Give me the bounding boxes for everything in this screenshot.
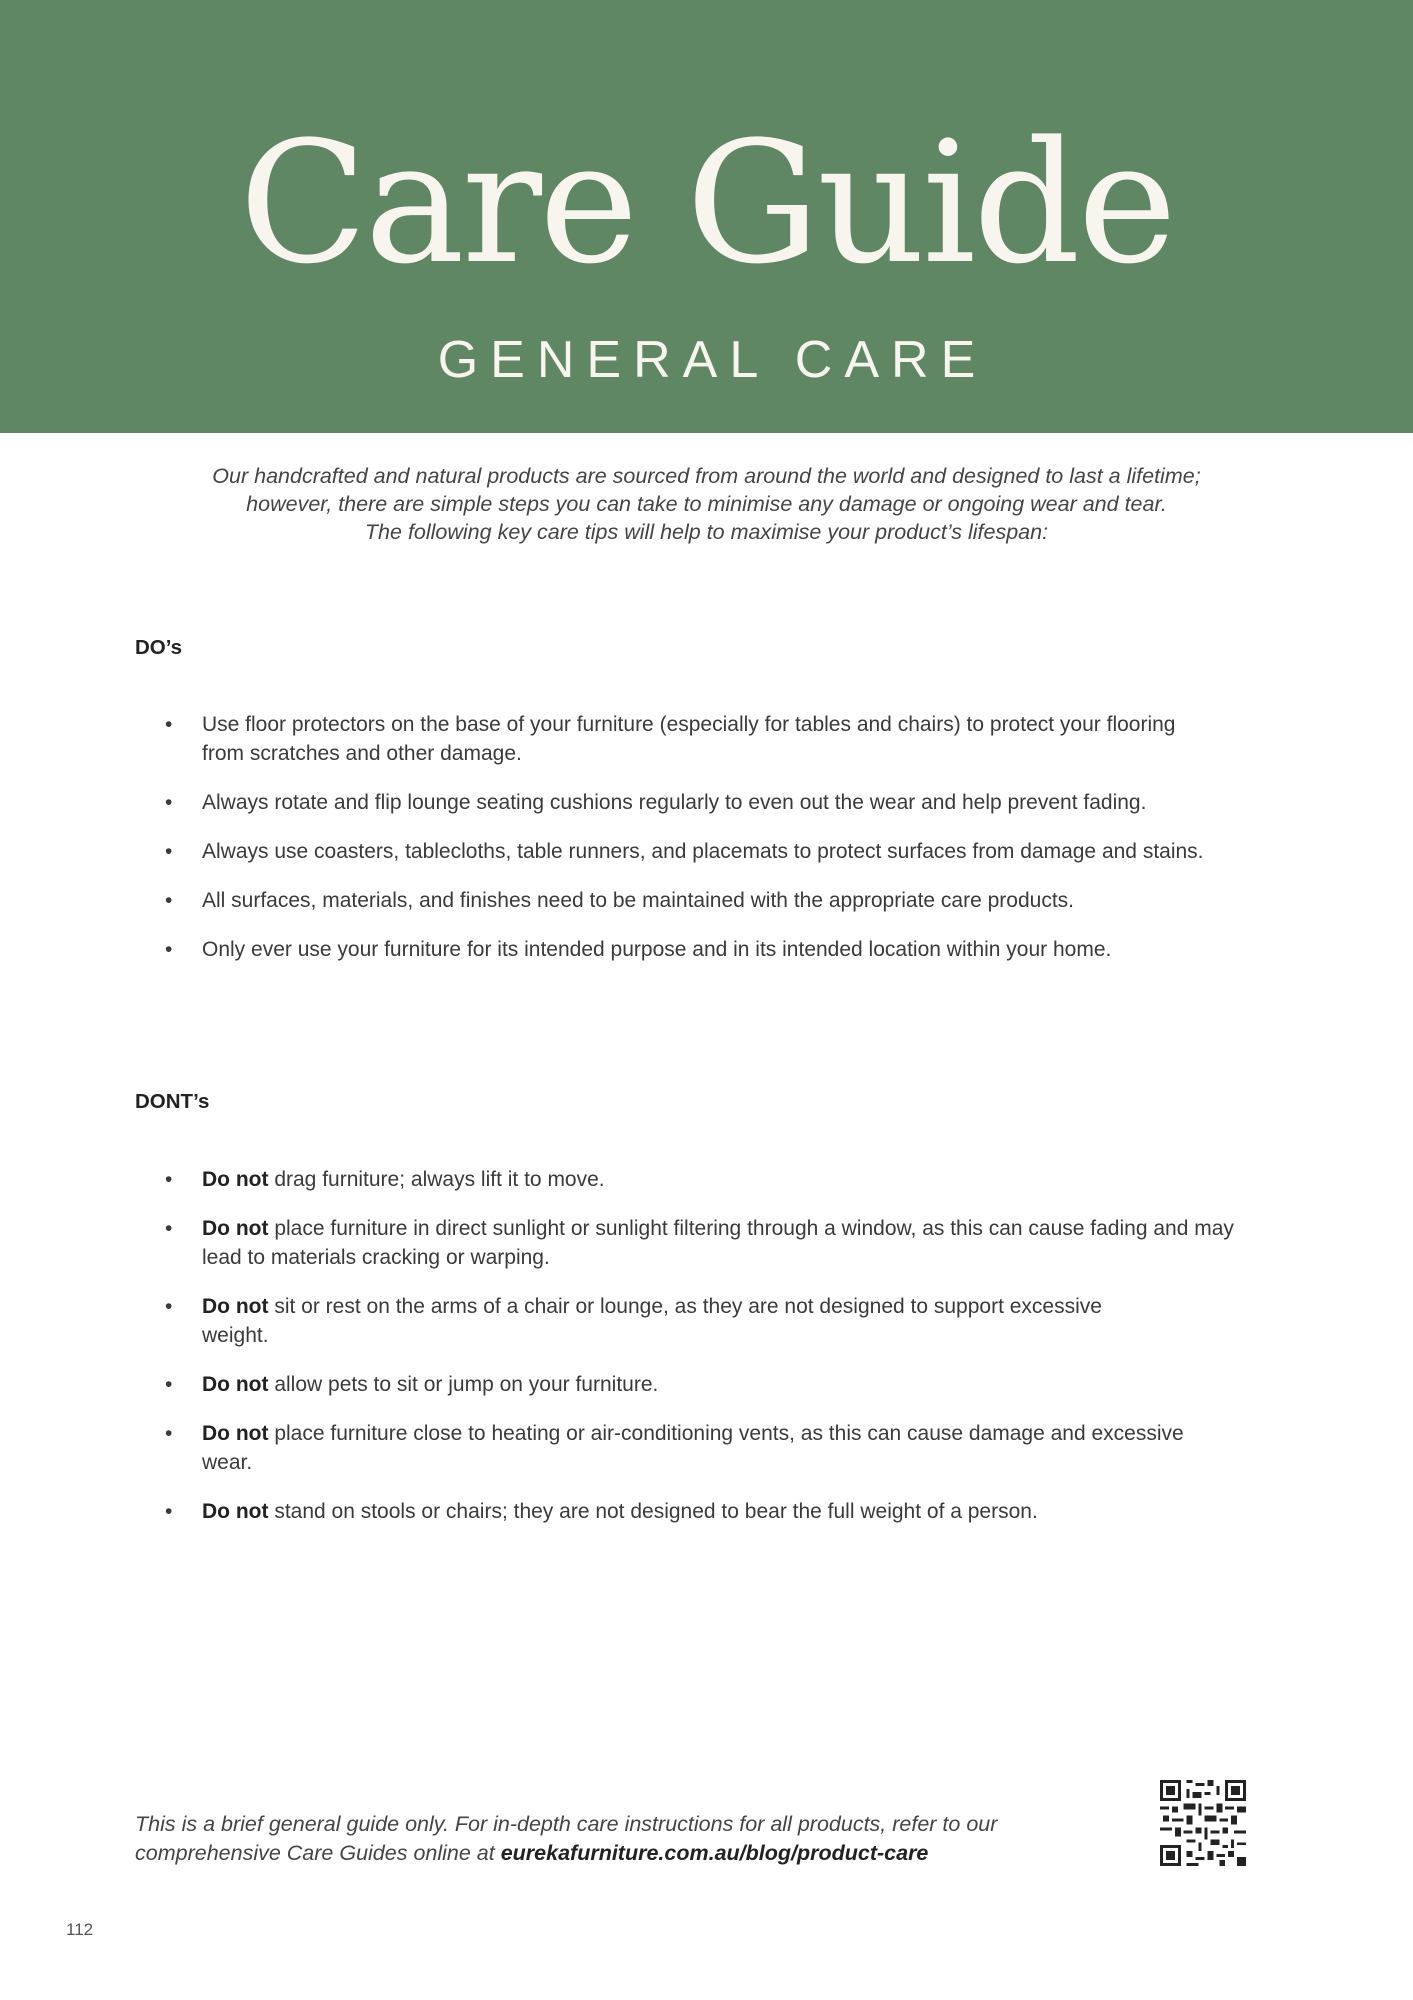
page-subtitle: GENERAL CARE <box>437 331 988 389</box>
footer-note <box>135 1810 1135 1868</box>
qr-code-icon[interactable] <box>1160 1780 1246 1866</box>
bullet-icon: • <box>165 1373 173 1396</box>
bullet-icon: • <box>165 1217 173 1240</box>
bullet-icon: • <box>165 1500 173 1523</box>
do-not-label: Do not <box>202 1373 269 1396</box>
dos-list <box>165 710 1275 984</box>
list-item: • Do not stand on stools or chairs; they are not designed to bear the full weight of a person. <box>165 1497 1275 1526</box>
list-item: • Use floor protectors on the base of your furniture (especially for tables and chairs) to protect your flooring from scratches and other damage. <box>165 710 1222 768</box>
page-number: 112 <box>66 1920 94 1939</box>
list-item: • Only ever use your furniture for its intended purpose and in its intended location within your home. <box>165 935 1275 964</box>
do-not-label: Do not <box>202 1422 269 1445</box>
intro-line: however, there are simple steps you can take to minimise any damage or ongoing wear and tear. <box>246 492 1167 516</box>
list-item: • Always rotate and flip lounge seating cushions regularly to even out the wear and help prevent fading. <box>165 788 1275 817</box>
bullet-icon: • <box>165 791 173 814</box>
list-item: • Always use coasters, tablecloths, table runners, and placemats to protect surfaces from damage and stains. <box>165 837 1222 866</box>
do-not-label: Do not <box>202 1217 269 1240</box>
care-guide-link[interactable]: eurekafurniture.com.au/blog/product-care <box>500 1841 929 1865</box>
list-item: • Do not place furniture in direct sunlight or sunlight filtering through a window, as this can cause fading and may lead to materials cracking or warping. <box>165 1214 1275 1272</box>
bullet-icon: • <box>165 713 173 736</box>
footer-note-line: This is a brief general guide only. For in-depth care instructions for all products, refer to our <box>135 1812 998 1836</box>
list-item: • Do not allow pets to sit or jump on your furniture. <box>165 1370 1275 1399</box>
header-banner <box>0 0 1413 433</box>
do-not-label: Do not <box>202 1168 269 1191</box>
bullet-icon: • <box>165 1168 173 1191</box>
do-not-label: Do not <box>202 1500 269 1523</box>
list-item: • All surfaces, materials, and finishes need to be maintained with the appropriate care products. <box>165 886 1275 915</box>
bullet-icon: • <box>165 889 173 912</box>
intro-line: The following key care tips will help to maximise your product’s lifespan: <box>364 520 1049 544</box>
footer-note-line: comprehensive Care Guides online at eurekafurniture.com.au/blog/product-care <box>135 1841 929 1865</box>
list-item: • Do not place furniture close to heating or air-conditioning vents, as this can cause damage and excessive wear. <box>165 1419 1222 1477</box>
bullet-icon: • <box>165 1422 173 1445</box>
do-not-label: Do not <box>202 1295 269 1318</box>
intro-line: Our handcrafted and natural products are sourced from around the world and designed to last a lifetime; <box>212 464 1201 488</box>
page-title: Care Guide <box>239 105 1174 301</box>
list-item: • Do not drag furniture; always lift it to move. <box>165 1165 1275 1194</box>
bullet-icon: • <box>165 1295 173 1318</box>
dos-heading: DO’s <box>135 636 183 659</box>
intro-paragraph <box>100 462 1313 546</box>
bullet-icon: • <box>165 938 173 961</box>
bullet-icon: • <box>165 840 173 863</box>
donts-heading: DONT’s <box>135 1090 210 1113</box>
donts-list <box>165 1165 1275 1546</box>
list-item: • Do not sit or rest on the arms of a chair or lounge, as they are not designed to support excessive weight. <box>165 1292 1162 1350</box>
